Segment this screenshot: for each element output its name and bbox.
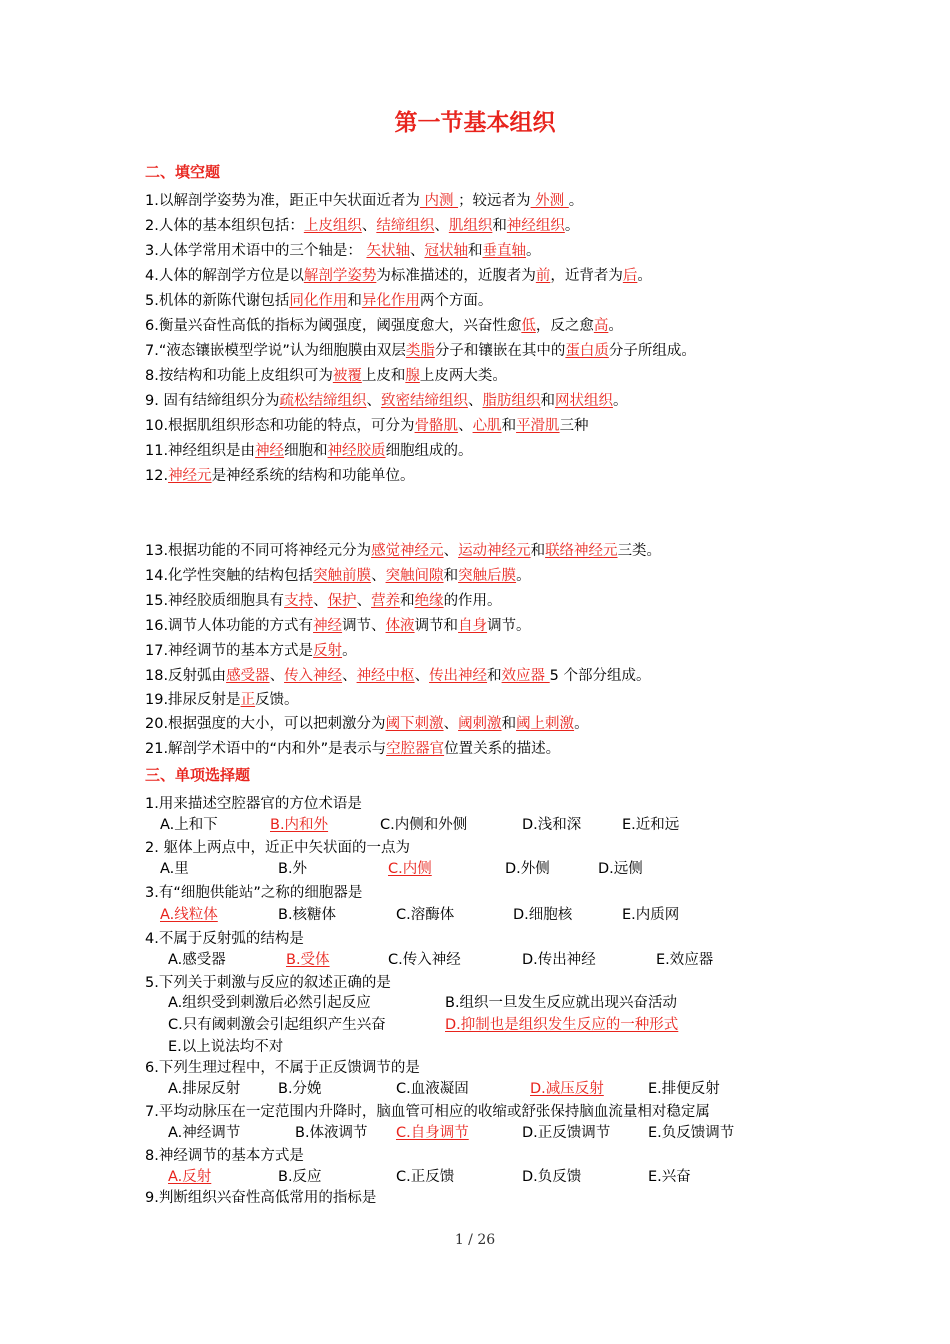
question-text: 、 <box>458 418 473 434</box>
question-text: 、 <box>366 393 381 409</box>
answer-text: 腺 <box>405 368 420 384</box>
answer-text: 突触后膜 <box>458 568 517 584</box>
question-text: 上皮两大类。 <box>419 368 507 384</box>
question-text: 6.衡量兴奋性高低的指标为阈强度，阈强度愈大，兴奋性愈 <box>145 318 522 334</box>
fill-blank-item <box>145 441 473 461</box>
choice-option-correct: B.内和外 <box>270 817 329 833</box>
answer-text: 感受器 <box>226 668 270 684</box>
question-text: 为标准描述的，近腹者为 <box>376 268 536 284</box>
choice-option: A.感受器 <box>168 952 226 968</box>
choice-option: A.组织受到刺激后必然引起反应 <box>168 995 371 1011</box>
question-text: 13.根据功能的不同可将神经元分为 <box>145 543 372 559</box>
answer-text: 结缔组织 <box>376 218 435 234</box>
question-text: 上皮和 <box>361 368 406 384</box>
question-text: 和 <box>467 243 483 259</box>
choice-option: D.外侧 <box>505 861 550 877</box>
fill-blank-item <box>145 739 560 759</box>
choice-option-correct: C.内侧 <box>388 861 432 877</box>
question-text: 、 <box>443 543 459 559</box>
question-text: 7.“液态镶嵌模型学说”认为细胞膜由双层 <box>145 343 406 359</box>
answer-text: 上皮组织 <box>303 218 362 234</box>
choice-option: D.浅和深 <box>522 817 582 833</box>
question-text: 和 <box>347 293 362 309</box>
answer-text: 阈刺激 <box>458 716 502 732</box>
answer-text: 正 <box>240 692 256 708</box>
question-text: ，近背者为 <box>550 268 623 284</box>
question-text: 、 <box>342 668 357 684</box>
choice-option: D.正反馈调节 <box>522 1125 611 1141</box>
choice-option-correct: D.减压反射 <box>530 1081 604 1097</box>
choice-option: B.外 <box>278 861 308 877</box>
fill-blank-item <box>145 391 627 411</box>
question-text: 、 <box>443 716 459 732</box>
question-text: 10.根据肌组织形态和功能的特点，可分为 <box>145 418 415 434</box>
answer-text: 体液 <box>385 618 415 634</box>
answer-text: 冠状轴 <box>424 243 468 259</box>
choice-option: E.以上说法均不对 <box>168 1039 284 1055</box>
answer-text: 突触前膜 <box>313 568 372 584</box>
answer-text: 神经元 <box>168 468 212 484</box>
question-text: 和 <box>540 393 555 409</box>
answer-text: 神经胶质 <box>327 443 386 459</box>
choice-option: A.神经调节 <box>168 1125 241 1141</box>
choice-option: E.近和远 <box>622 817 680 833</box>
question-text: 。 <box>525 243 541 259</box>
question-text: 、 <box>467 393 483 409</box>
choice-option: B.体液调节 <box>295 1125 368 1141</box>
answer-text: 空腔器官 <box>386 741 445 757</box>
answer-text: 阈上刺激 <box>516 716 575 732</box>
answer-text: 矢状轴 <box>366 243 410 259</box>
question-text: 调节。 <box>487 618 531 634</box>
answer-text: 阈下刺激 <box>385 716 444 732</box>
choice-option: B.核糖体 <box>278 907 337 923</box>
answer-text: 致密结缔组织 <box>380 393 468 409</box>
section-heading-fill-blank: 二、填空题 <box>145 163 221 181</box>
fill-blank-item <box>145 666 651 686</box>
choice-option: E.内质网 <box>622 907 680 923</box>
choice-option-correct: B.受体 <box>286 952 330 968</box>
answer-text: 突触间隙 <box>385 568 444 584</box>
answer-text: 蛋白质 <box>565 343 609 359</box>
answer-text: 骨骼肌 <box>414 418 459 434</box>
answer-text: 营养 <box>371 593 401 609</box>
fill-blank-item <box>145 416 589 436</box>
choice-option: A.上和下 <box>160 817 218 833</box>
question-text: 。 <box>574 716 589 732</box>
question-text: ；较远者为 <box>458 193 531 209</box>
answer-text: 网状组织 <box>554 393 613 409</box>
question-text: 。 <box>612 393 628 409</box>
fill-blank-item <box>145 341 696 361</box>
question-text: 、 <box>434 218 449 234</box>
choice-question: 3.有“细胞供能站”之称的细胞器是 <box>145 885 363 901</box>
question-text: 和 <box>501 716 517 732</box>
answer-text: 联络神经元 <box>545 543 618 559</box>
choice-option: D.传出神经 <box>522 952 596 968</box>
question-text: 9. 固有结缔组织分为 <box>145 393 280 409</box>
question-text: 20.根据强度的大小，可以把刺激分为 <box>145 716 386 732</box>
question-text: 两个方面。 <box>419 293 493 309</box>
choice-question: 2. 躯体上两点中，近正中矢状面的一点为 <box>145 840 410 856</box>
answer-text: 脂肪组织 <box>482 393 541 409</box>
question-text: 反馈。 <box>255 692 299 708</box>
fill-blank-item <box>145 616 531 636</box>
choice-option: B.组织一旦发生反应就出现兴奋活动 <box>445 995 678 1011</box>
choice-option: C.只有阈刺激会引起组织产生兴奋 <box>168 1017 386 1033</box>
choice-option: D.细胞核 <box>513 907 573 923</box>
question-text: 、 <box>409 243 425 259</box>
answer-text: 后 <box>622 268 638 284</box>
fill-blank-item <box>145 591 502 611</box>
choice-option: E.负反馈调节 <box>648 1125 735 1141</box>
question-text: 3.人体学常用术语中的三个轴是： <box>145 243 367 259</box>
question-text: 15.神经胶质细胞具有 <box>145 593 285 609</box>
answer-text: 心肌 <box>472 418 502 434</box>
section-heading-single-choice: 三、单项选择题 <box>145 766 251 784</box>
question-text: 。 <box>568 193 584 209</box>
choice-question: 1.用来描述空腔器官的方位术语是 <box>145 796 362 812</box>
choice-option-correct: A.反射 <box>168 1169 212 1185</box>
choice-option: E.效应器 <box>656 952 714 968</box>
fill-blank-item <box>145 266 652 286</box>
answer-text: 解剖学姿势 <box>303 268 377 284</box>
question-text: 和 <box>530 543 546 559</box>
question-text: 8.按结构和功能上皮组织可为 <box>145 368 333 384</box>
answer-text: 神经组织 <box>506 218 565 234</box>
fill-blank-item <box>145 366 507 386</box>
question-text: 16.调节人体功能的方式有 <box>145 618 314 634</box>
answer-text: 支持 <box>284 593 314 609</box>
choice-option: C.血液凝固 <box>396 1081 469 1097</box>
answer-text: 疏松结缔组织 <box>279 393 367 409</box>
question-text: 和 <box>400 593 415 609</box>
question-text: 分子和镶嵌在其中的 <box>434 343 566 359</box>
question-text: 5.机体的新陈代谢包括 <box>145 293 290 309</box>
answer-text: 同化作用 <box>289 293 348 309</box>
answer-text: 绝缘 <box>414 593 444 609</box>
question-text: 、 <box>414 668 430 684</box>
choice-question: 6.下列生理过程中，不属于正反馈调节的是 <box>145 1060 420 1076</box>
question-text: 。 <box>564 218 580 234</box>
answer-text: 被覆 <box>332 368 362 384</box>
question-text: 、 <box>356 593 372 609</box>
answer-text: 内测 <box>419 193 459 209</box>
question-text: 位置关系的描述。 <box>444 741 561 757</box>
question-text: 和 <box>492 218 507 234</box>
answer-text: 运动神经元 <box>458 543 531 559</box>
answer-text: 垂直轴 <box>482 243 526 259</box>
answer-text: 平滑肌 <box>516 418 560 434</box>
question-text: 和 <box>487 668 502 684</box>
choice-option: D.远侧 <box>598 861 643 877</box>
page-number: 1 / 26 <box>454 1232 496 1248</box>
fill-blank-item <box>145 291 492 311</box>
question-text: 细胞组成的。 <box>385 443 473 459</box>
question-text: ，反之愈 <box>535 318 594 334</box>
question-text: 14.化学性突触的结构包括 <box>145 568 314 584</box>
fill-blank-item <box>145 566 531 586</box>
choice-option: C.传入神经 <box>388 952 461 968</box>
question-text: 、 <box>313 593 328 609</box>
question-text: 19.排尿反射是 <box>145 692 241 708</box>
choice-option: B.分娩 <box>278 1081 322 1097</box>
choice-option: C.内侧和外侧 <box>380 817 468 833</box>
answer-text: 肌组织 <box>448 218 493 234</box>
choice-question: 7.平均动脉压在一定范围内升降时，脑血管可相应的收缩或舒张保持脑血流量相对稳定属 <box>145 1104 710 1120</box>
fill-blank-item <box>145 316 623 336</box>
question-text: 17.神经调节的基本方式是 <box>145 643 314 659</box>
question-text: 的作用。 <box>443 593 502 609</box>
choice-question: 5.下列关于刺激与反应的叙述正确的是 <box>145 975 391 991</box>
question-text: 5 个部分组成。 <box>549 668 651 684</box>
question-text: 。 <box>637 268 652 284</box>
choice-option-correct: A.线粒体 <box>160 907 218 923</box>
choice-option: C.溶酶体 <box>396 907 455 923</box>
answer-text: 高 <box>593 318 609 334</box>
fill-blank-item <box>145 241 540 261</box>
question-text: 分子所组成。 <box>608 343 696 359</box>
page-title: 第一节基本组织 <box>394 110 556 136</box>
question-text: 1.以解剖学姿势为准，距正中矢状面近者为 <box>145 193 420 209</box>
question-text: 21.解剖学术语中的“内和外”是表示与 <box>145 741 387 757</box>
answer-text: 自身 <box>458 618 488 634</box>
answer-text: 感觉神经元 <box>371 543 444 559</box>
choice-option: B.反应 <box>278 1169 322 1185</box>
answer-text: 异化作用 <box>361 293 420 309</box>
answer-text: 神经 <box>313 618 343 634</box>
fill-blank-item <box>145 466 415 486</box>
question-text: 12. <box>145 468 169 484</box>
question-text: 三种 <box>559 418 589 434</box>
question-text: 。 <box>608 318 623 334</box>
answer-text: 类脂 <box>405 343 435 359</box>
answer-text: 传入神经 <box>284 668 343 684</box>
answer-text: 神经 <box>255 443 285 459</box>
question-text: 、 <box>361 218 377 234</box>
question-text: 和 <box>501 418 517 434</box>
answer-text: 神经中枢 <box>356 668 415 684</box>
answer-text: 保护 <box>327 593 357 609</box>
fill-blank-item <box>145 541 661 561</box>
choice-option: E.排便反射 <box>648 1081 720 1097</box>
choice-question: 4.不属于反射弧的结构是 <box>145 931 304 947</box>
question-text: 、 <box>371 568 386 584</box>
fill-blank-item <box>145 216 579 236</box>
question-text: 调节、 <box>342 618 386 634</box>
question-text: 11.神经组织是由 <box>145 443 256 459</box>
question-text: 。 <box>516 568 531 584</box>
question-text: 、 <box>269 668 285 684</box>
choice-option: D.负反馈 <box>522 1169 582 1185</box>
question-text: 和 <box>443 568 459 584</box>
answer-text: 传出神经 <box>429 668 488 684</box>
choice-option-correct: C.自身调节 <box>396 1125 469 1141</box>
fill-blank-item <box>145 690 299 710</box>
question-text: 18.反射弧由 <box>145 668 227 684</box>
choice-option: C.正反馈 <box>396 1169 455 1185</box>
question-text: 三类。 <box>617 543 662 559</box>
answer-text: 外测 <box>530 193 569 209</box>
choice-option-correct: D.抑制也是组织发生反应的一种形式 <box>445 1017 679 1033</box>
answer-text: 前 <box>535 268 551 284</box>
answer-text: 低 <box>521 318 536 334</box>
choice-question: 8.神经调节的基本方式是 <box>145 1148 304 1164</box>
choice-question: 9.判断组织兴奋性高低常用的指标是 <box>145 1190 377 1206</box>
fill-blank-item <box>145 714 589 734</box>
question-text: 是神经系统的结构和功能单位。 <box>211 468 415 484</box>
question-text: 2.人体的基本组织包括： <box>145 218 304 234</box>
choice-option: A.里 <box>160 861 189 877</box>
answer-text: 效应器 <box>501 668 550 684</box>
question-text: 。 <box>342 643 357 659</box>
fill-blank-item <box>145 641 357 661</box>
choice-option: E.兴奋 <box>648 1169 691 1185</box>
choice-option: A.排尿反射 <box>168 1081 241 1097</box>
fill-blank-item <box>145 191 583 211</box>
question-text: 4.人体的解剖学方位是以 <box>145 268 304 284</box>
answer-text: 反射 <box>313 643 343 659</box>
question-text: 调节和 <box>414 618 459 634</box>
question-text: 细胞和 <box>284 443 328 459</box>
